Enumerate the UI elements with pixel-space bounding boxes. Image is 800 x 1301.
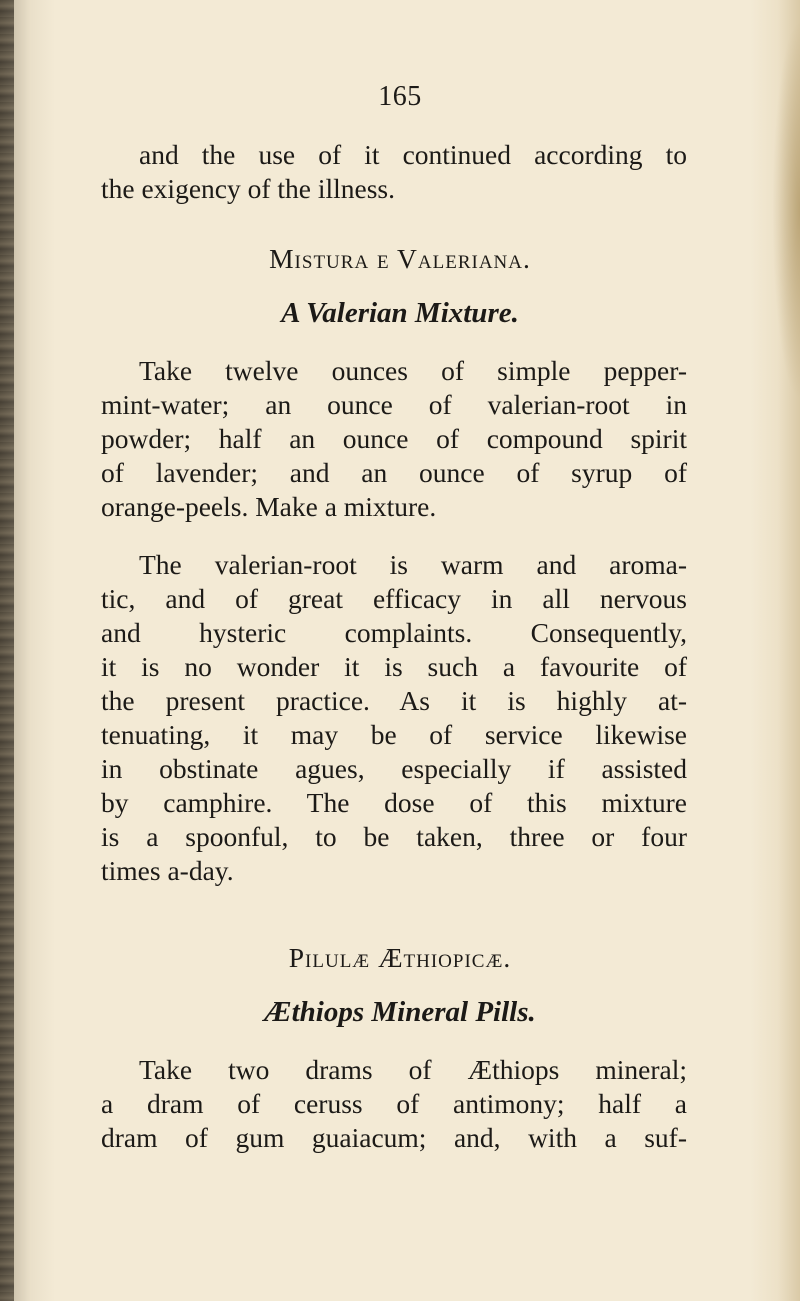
text-line: orange-peels. Make a mixture. bbox=[101, 491, 437, 522]
text-line: the exigency of the illness. bbox=[101, 173, 396, 204]
section-heading: Mistura e Valeriana. bbox=[269, 243, 531, 274]
text-line: the present practice. As it is highly at- bbox=[101, 685, 687, 716]
text-line: tenuating, it may be of service likewise bbox=[101, 719, 687, 750]
text-line: dram of gum guaiacum; and, with a suf- bbox=[101, 1122, 687, 1153]
section-subheading: A Valerian Mixture. bbox=[281, 297, 519, 329]
section-subheading: Æthiops Mineral Pills. bbox=[264, 996, 536, 1028]
text-line: Take twelve ounces of simple pepper- bbox=[139, 355, 687, 386]
text-line: by camphire. The dose of this mixture bbox=[101, 787, 687, 818]
text-line: of lavender; and an ounce of syrup of bbox=[101, 457, 687, 488]
page-edge-stain bbox=[772, 20, 800, 400]
text-line: is a spoonful, to be taken, three or four bbox=[101, 821, 687, 852]
text-line: and the use of it continued according to bbox=[139, 139, 687, 170]
text-line: it is no wonder it is such a favourite of bbox=[101, 651, 687, 682]
page-number: 165 bbox=[378, 81, 422, 112]
text-line: a dram of ceruss of antimony; half a bbox=[101, 1088, 687, 1119]
text-line: mint-water; an ounce of valerian-root in bbox=[101, 389, 687, 420]
text-line: times a-day. bbox=[101, 855, 234, 886]
section-heading: Pilulæ Æthiopicæ. bbox=[288, 942, 512, 973]
text-line: tic, and of great efficacy in all nervous bbox=[101, 583, 687, 614]
text-line: The valerian-root is warm and aroma- bbox=[139, 549, 687, 580]
text-line: Take two drams of Æthiops mineral; bbox=[139, 1054, 687, 1085]
text-line: and hysteric complaints. Consequently, bbox=[101, 617, 687, 648]
text-line: powder; half an ounce of compound spirit bbox=[101, 423, 687, 454]
book-binding-edge bbox=[0, 0, 14, 1301]
text-line: in obstinate agues, especially if assisted bbox=[101, 753, 687, 784]
